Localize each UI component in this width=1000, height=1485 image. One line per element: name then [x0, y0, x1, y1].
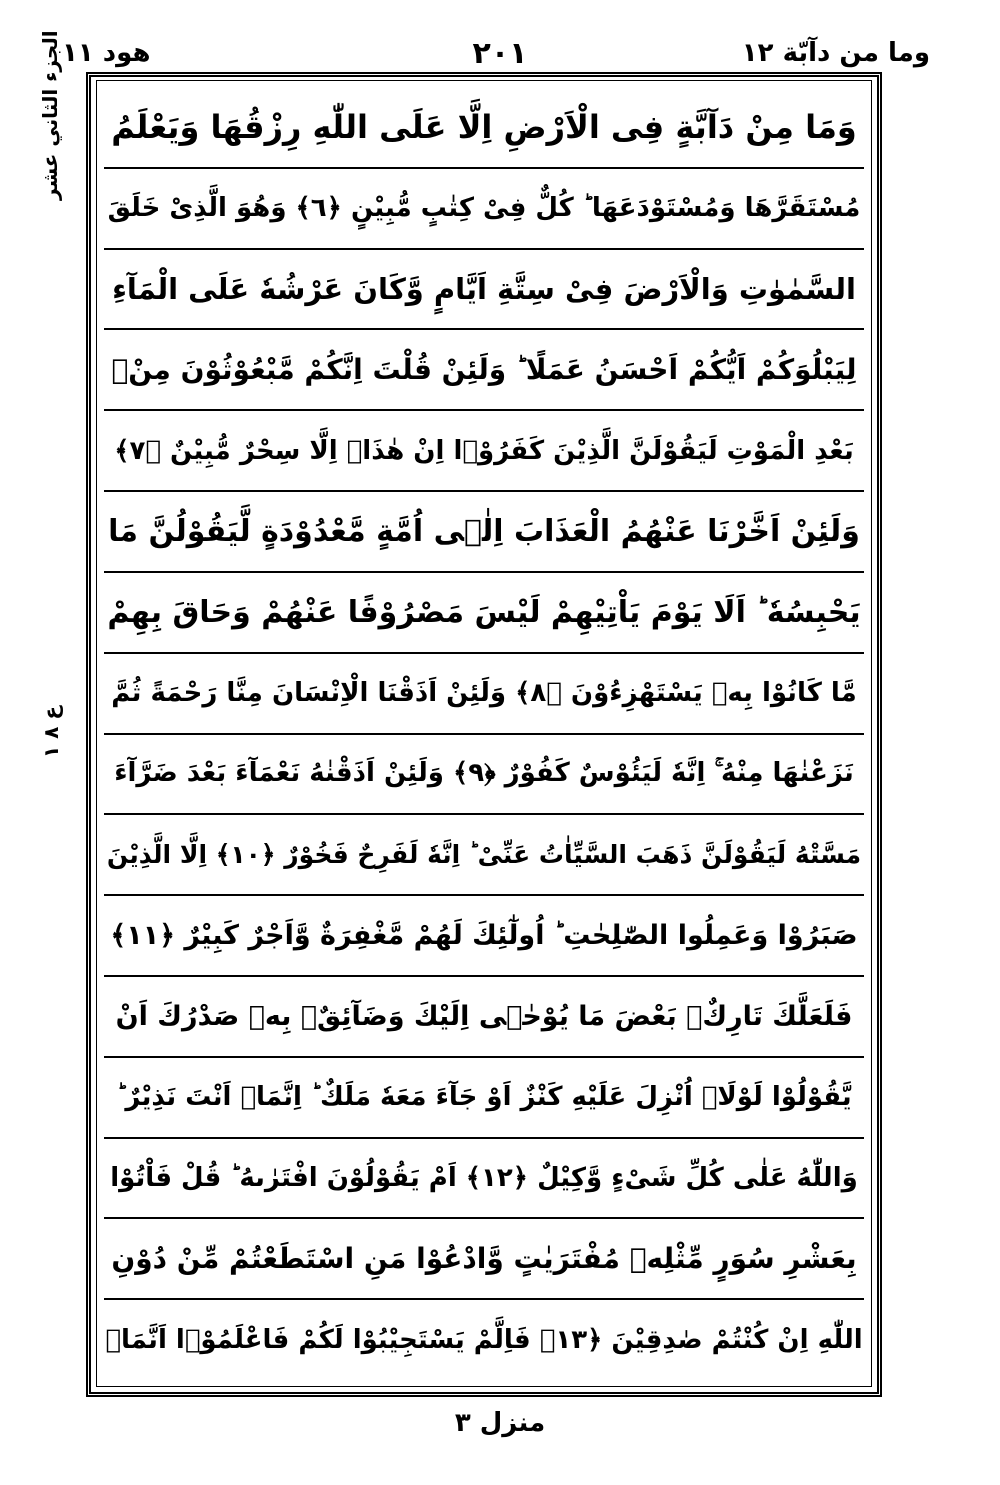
verse-line: السَّمٰوٰتِ وَالْاَرْضَ فِىْ سِتَّةِ اَيَّامٍ وَّكَانَ عَرْشُهٗ عَلَى الْمَآءِ	[104, 250, 864, 331]
verse-line: لِيَبْلُوَكُمْ اَيُّكُمْ اَحْسَنُ عَمَلًا ؕ وَلَئِنْ قُلْتَ اِنَّكُمْ مَّبْعُوْثُوْنَ مِنْۢ	[104, 330, 864, 411]
verse-lines	[104, 88, 864, 1379]
surah-name-header: هود ١١	[62, 38, 151, 68]
verse-line: مَسَّتْهُ لَيَقُوْلَنَّ ذَهَبَ السَّيِّاٰتُ عَنِّىْ ؕ اِنَّهٗ لَفَرِحٌ فَخُوْرٌ ﴿١٠﴾ اِلَّا الَّذِيْنَ	[104, 815, 864, 896]
verse-line: وَمَا مِنْ دَآبَّةٍ فِى الْاَرْضِ اِلَّا عَلَى اللّٰهِ رِزْقُهَا وَيَعْلَمُ	[104, 88, 864, 169]
verse-line: بَعْدِ الْمَوْتِ لَيَقُوْلَنَّ الَّذِيْنَ كَفَرُوْۤا اِنْ هٰذَاۤ اِلَّا سِحْرٌ مُّبِيْنٌ ﴿٧﴾	[104, 411, 864, 492]
manzil-footer: منزل ٣	[454, 1408, 546, 1438]
verse-line: اللّٰهِ اِنْ كُنْتُمْ صٰدِقِيْنَ ﴿١٣﴾ فَاِلَّمْ يَسْتَجِيْبُوْا لَكُمْ فَاعْلَمُوْۤا اَنَّمَاۤ	[105, 1324, 863, 1355]
verse-line: وَلَئِنْ اَخَّرْنَا عَنْهُمُ الْعَذَابَ اِلٰۤى اُمَّةٍ مَّعْدُوْدَةٍ لَّيَقُوْلُنَّ مَا	[104, 492, 864, 573]
ruku-margin-marker: ع ٨ ١	[39, 705, 63, 759]
juz-margin-label: الجزء الثاني عشر	[38, 30, 62, 200]
verse-line: يَحْبِسُهٗ ؕ اَلَا يَوْمَ يَاْتِيْهِمْ لَيْسَ مَصْرُوْفًا عَنْهُمْ وَحَاقَ بِهِمْ	[104, 573, 864, 654]
verse-line: يَّقُوْلُوْا لَوْلَاۤ اُنْزِلَ عَلَيْهِ كَنْزٌ اَوْ جَآءَ مَعَهٗ مَلَكٌ ؕ اِنَّمَاۤ اَنْتَ نَذِيْرٌ ؕ	[104, 1058, 864, 1139]
verse-line: نَزَعْنٰهَا مِنْهُ ۚ اِنَّهٗ لَيَئُوْسٌ كَفُوْرٌ ﴿٩﴾ وَلَئِنْ اَذَقْنٰهُ نَعْمَآءَ بَعْدَ ضَرَّآءَ	[104, 735, 864, 816]
verse-line: فَلَعَلَّكَ تَارِكٌۢ بَعْضَ مَا يُوْحٰۤى اِلَيْكَ وَضَآئِقٌۢ بِهٖ صَدْرُكَ اَنْ	[104, 977, 864, 1058]
verse-line: وَاللّٰهُ عَلٰى كُلِّ شَىْءٍ وَّكِيْلٌ ﴿١٢﴾ اَمْ يَقُوْلُوْنَ افْتَرٰىهُ ؕ قُلْ فَاْتُوْا	[104, 1139, 864, 1220]
juz-name-header: وما من دآبّة ١٢	[741, 38, 930, 68]
verse-line: مَّا كَانُوْا بِهٖ يَسْتَهْزِءُوْنَ ﴿٨﴾ وَلَئِنْ اَذَقْنَا الْاِنْسَانَ مِنَّا رَحْمَةً ثُمَّ	[104, 654, 864, 735]
verse-line: صَبَرُوْا وَعَمِلُوا الصّٰلِحٰتِ ؕ اُولٰٓئِكَ لَهُمْ مَّغْفِرَةٌ وَّاَجْرٌ كَبِيْرٌ ﴿١١﴾	[104, 896, 864, 977]
verse-line: مُسْتَقَرَّهَا وَمُسْتَوْدَعَهَا ؕ كُلٌّ فِىْ كِتٰبٍ مُّبِيْنٍ ﴿٦﴾ وَهُوَ الَّذِىْ خَلَقَ	[104, 169, 864, 250]
verse-line: بِعَشْرِ سُوَرٍ مِّثْلِهٖ مُفْتَرَيٰتٍ وَّادْعُوْا مَنِ اسْتَطَعْتُمْ مِّنْ دُوْنِ	[104, 1219, 864, 1300]
page-number: ٢٠١	[472, 36, 528, 71]
